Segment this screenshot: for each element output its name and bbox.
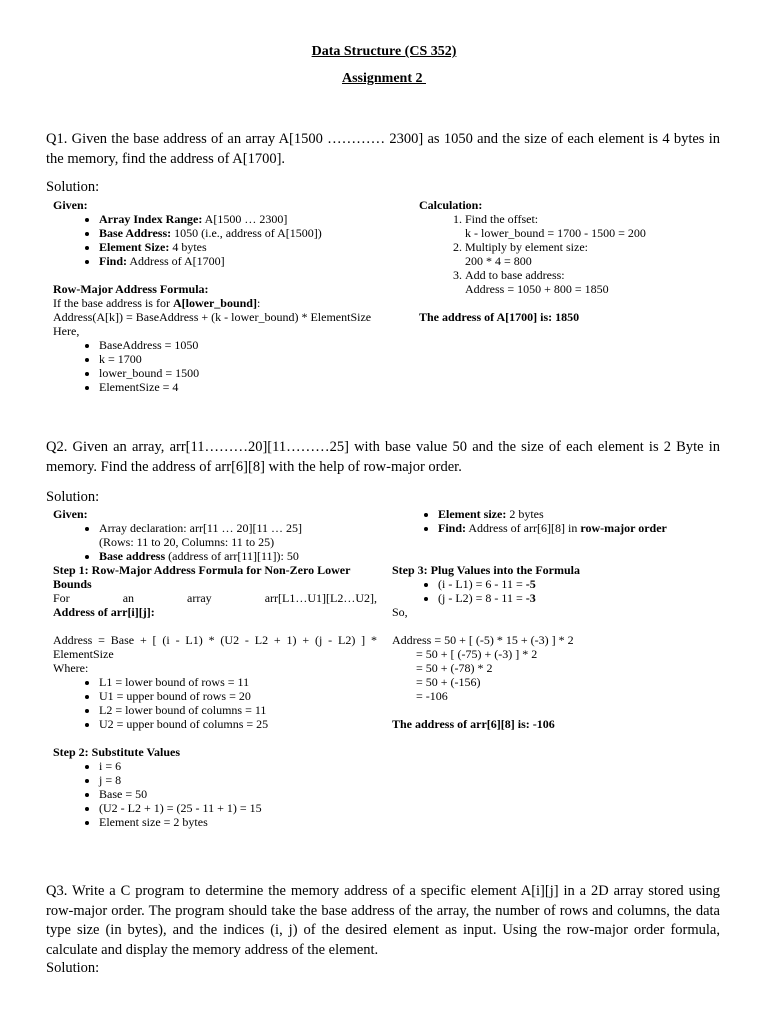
list-item: • k = 1700 (99, 352, 398, 366)
q2-formula: Address = Base + [ (i - L1) * (U2 - L2 + 1) + (j - L2) ] * ElementSize (53, 633, 377, 661)
list-item: • Base address (address of arr[11][11]): 50 (99, 549, 377, 563)
list-item: • Find: Address of A[1700] (99, 254, 398, 268)
q2-so: So, (392, 605, 408, 619)
list-item: • Base = 50 (99, 787, 377, 801)
list-item: • i = 6 (99, 759, 377, 773)
q2-where-list (53, 675, 377, 731)
q2-calc-line: = 50 + (-156) (416, 675, 481, 689)
q2-calc-line: = -106 (416, 689, 448, 703)
q2-left-column (53, 507, 377, 829)
course-title: Data Structure (CS 352) (311, 44, 457, 59)
q1-left-column (53, 198, 398, 394)
q2-step1-title: Step 1: Row-Major Address Formula for Non-Zero Lower Bounds (53, 563, 351, 591)
q1-formula-title: Row-Major Address Formula: (53, 282, 209, 296)
list-item: • BaseAddress = 1050 (99, 338, 398, 352)
q1-calc-label: Calculation: (419, 198, 483, 212)
list-item: • Find: Address of arr[6][8] in row-major order (438, 521, 722, 535)
q2-solution-label: Solution: (46, 489, 100, 505)
q1-given-list (53, 212, 398, 268)
list-item: • Element size = 2 bytes (99, 815, 377, 829)
q1-here: Here, (53, 324, 80, 338)
list-item: • L1 = lower bound of rows = 11 (99, 675, 377, 689)
list-item: • (U2 - L2 + 1) = (25 - 11 + 1) = 15 (99, 801, 377, 815)
list-item: • Base Address: 1050 (i.e., address of A[1500]) (99, 226, 398, 240)
q1-values-list (53, 338, 398, 394)
list-item: • Element size: 2 bytes (438, 507, 722, 521)
q2-calc-line: Address = 50 + [ (-5) * 15 + (-3) ] * 2 (392, 633, 574, 647)
q2-step1-text: For an array arr[L1…U1][L2…U2], (53, 591, 377, 605)
list-item: • lower_bound = 1500 (99, 366, 398, 380)
q2-step2-title: Step 2: Substitute Values (53, 745, 181, 759)
q2-calc-line: = 50 + [ (-75) + (-3) ] * 2 (416, 647, 538, 661)
list-item: • U1 = upper bound of rows = 20 (99, 689, 377, 703)
q2-where: Where: (53, 661, 89, 675)
q2-right-list (392, 507, 722, 535)
q2-given-list (53, 521, 377, 563)
q3-solution-label: Solution: (46, 960, 100, 976)
q1-solution-label: Solution: (46, 179, 100, 195)
list-item: • Array Index Range: A[1500 … 2300] (99, 212, 398, 226)
q2-step3-list (392, 577, 722, 605)
list-item: 2. Multiply by element size: 200 * 4 = 800 (465, 240, 719, 268)
q2-step3-title: Step 3: Plug Values into the Formula (392, 563, 581, 577)
q2-right-column (392, 507, 722, 731)
list-item: • ElementSize = 4 (99, 380, 398, 394)
list-item: • (i - L1) = 6 - 11 = -5 (438, 577, 722, 591)
q2-question: Q2. Given an array, arr[11………20][11………25] with base value 50 and the size of each element is 2 Byte in memory. Find the address of arr[6][8] with the help of row-major order. (46, 439, 720, 475)
q3-question: Q3. Write a C program to determine the memory address of a specific element A[i][j] in a 2D array stored using row-major order. The program should take the base address of the array, the number of rows and columns, the data type size (in bytes), and the indices (i, j) of the desired element as input. Using the row-major order formula, calculate and display the memory address of the element. (46, 883, 720, 958)
q2-calc-line: = 50 + (-78) * 2 (416, 661, 493, 675)
assignment-title: Assignment 2 (341, 71, 426, 86)
q1-right-column (419, 198, 719, 324)
q2-step2-list (53, 759, 377, 829)
q2-answer: The address of arr[6][8] is: -106 (392, 717, 555, 731)
list-item: 1. Find the offset: k - lower_bound = 1700 - 1500 = 200 (465, 212, 719, 240)
list-item: • (j - L2) = 8 - 11 = -3 (438, 591, 722, 605)
list-item: • Array declaration: arr[11 … 20][11 … 25] (Rows: 11 to 20, Columns: 11 to 25) (99, 521, 377, 549)
q1-question: Q1. Given the base address of an array A[1500 ………… 2300] as 1050 and the size of each element is 4 bytes in the memory, find the address of A[1700]. (46, 131, 720, 167)
q2-given-label: Given: (53, 507, 88, 521)
q2-step1-bold: Address of arr[i][j]: (53, 605, 155, 619)
list-item: • j = 8 (99, 773, 377, 787)
list-item: • Element Size: 4 bytes (99, 240, 398, 254)
q1-formula-intro: If the base address is for A[lower_bound]: (53, 296, 261, 310)
q1-given-label: Given: (53, 198, 88, 212)
list-item: • U2 = upper bound of columns = 25 (99, 717, 377, 731)
list-item: • L2 = lower bound of columns = 11 (99, 703, 377, 717)
q1-answer: The address of A[1700] is: 1850 (419, 310, 580, 324)
q1-steps (419, 212, 719, 296)
q1-formula: Address(A[k]) = BaseAddress + (k - lower_bound) * ElementSize (53, 310, 372, 324)
list-item: 3. Add to base address: Address = 1050 + 800 = 1850 (465, 268, 719, 296)
